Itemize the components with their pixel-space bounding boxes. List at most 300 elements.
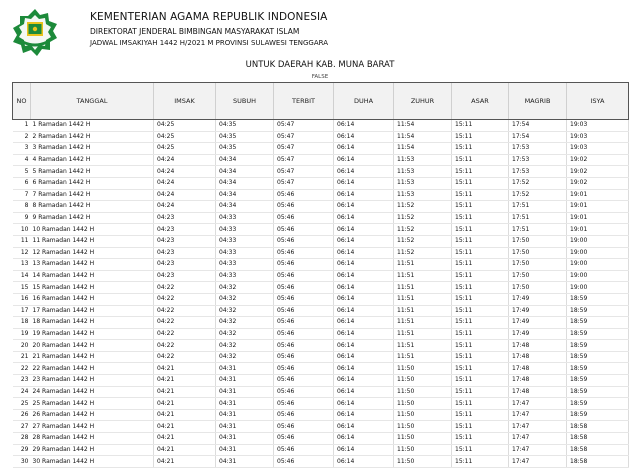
- table-row: [13, 120, 629, 132]
- cell-terbit: 05:46: [274, 212, 334, 224]
- cell-duha: 06:14: [334, 154, 394, 166]
- cell-imsak: 04:24: [154, 154, 216, 166]
- cell-duha: 06:14: [334, 351, 394, 363]
- cell-isya: 19:00: [567, 247, 629, 259]
- schedule-table-container: [12, 82, 628, 465]
- cell-subuh: 04:35: [216, 120, 274, 132]
- cell-tanggal: 25 Ramadan 1442 H: [31, 398, 154, 410]
- cell-imsak: 04:23: [154, 212, 216, 224]
- cell-magrib: 17:47: [509, 456, 567, 468]
- cell-imsak: 04:21: [154, 409, 216, 421]
- header-row: [13, 83, 629, 120]
- cell-isya: 18:59: [567, 351, 629, 363]
- cell-imsak: 04:25: [154, 120, 216, 132]
- column-header-terbit: TERBIT: [274, 83, 334, 120]
- cell-duha: 06:14: [334, 224, 394, 236]
- cell-asar: 15:11: [452, 409, 509, 421]
- cell-tanggal: 10 Ramadan 1442 H: [31, 224, 154, 236]
- cell-isya: 19:01: [567, 201, 629, 213]
- cell-isya: 18:59: [567, 409, 629, 421]
- cell-subuh: 04:31: [216, 444, 274, 456]
- cell-duha: 06:14: [334, 328, 394, 340]
- cell-duha: 06:14: [334, 235, 394, 247]
- cell-asar: 15:11: [452, 166, 509, 178]
- cell-subuh: 04:33: [216, 247, 274, 259]
- cell-zuhur: 11:52: [394, 235, 452, 247]
- cell-isya: 18:59: [567, 293, 629, 305]
- cell-zuhur: 11:52: [394, 201, 452, 213]
- cell-duha: 06:14: [334, 131, 394, 143]
- region-subtitle: UNTUK DAERAH KAB. MUNA BARAT: [245, 60, 395, 70]
- cell-tanggal: 1 Ramadan 1442 H: [31, 120, 154, 132]
- cell-no: 9: [13, 212, 31, 224]
- cell-subuh: 04:31: [216, 375, 274, 387]
- cell-no: 24: [13, 386, 31, 398]
- cell-zuhur: 11:51: [394, 351, 452, 363]
- cell-asar: 15:11: [452, 270, 509, 282]
- cell-subuh: 04:32: [216, 293, 274, 305]
- cell-no: 23: [13, 375, 31, 387]
- cell-terbit: 05:47: [274, 131, 334, 143]
- cell-terbit: 05:46: [274, 433, 334, 445]
- table-row: [13, 456, 629, 468]
- cell-asar: 15:11: [452, 282, 509, 294]
- cell-subuh: 04:31: [216, 433, 274, 445]
- cell-magrib: 17:48: [509, 340, 567, 352]
- column-header-magrib: MAGRIB: [509, 83, 567, 120]
- cell-imsak: 04:21: [154, 433, 216, 445]
- cell-magrib: 17:50: [509, 270, 567, 282]
- schedule-body: [13, 120, 629, 468]
- table-row: [13, 386, 629, 398]
- cell-tanggal: 26 Ramadan 1442 H: [31, 409, 154, 421]
- column-header-asar: ASAR: [452, 83, 509, 120]
- table-row: [13, 247, 629, 259]
- column-header-subuh: SUBUH: [216, 83, 274, 120]
- cell-zuhur: 11:50: [394, 433, 452, 445]
- cell-asar: 15:11: [452, 201, 509, 213]
- table-row: [13, 177, 629, 189]
- cell-duha: 06:14: [334, 212, 394, 224]
- cell-tanggal: 15 Ramadan 1442 H: [31, 282, 154, 294]
- cell-no: 8: [13, 201, 31, 213]
- cell-isya: 19:00: [567, 259, 629, 271]
- cell-asar: 15:11: [452, 293, 509, 305]
- cell-zuhur: 11:51: [394, 328, 452, 340]
- table-row: [13, 201, 629, 213]
- cell-tanggal: 6 Ramadan 1442 H: [31, 177, 154, 189]
- cell-asar: 15:11: [452, 305, 509, 317]
- cell-duha: 06:14: [334, 317, 394, 329]
- cell-zuhur: 11:53: [394, 166, 452, 178]
- cell-tanggal: 9 Ramadan 1442 H: [31, 212, 154, 224]
- table-row: [13, 444, 629, 456]
- cell-terbit: 05:46: [274, 282, 334, 294]
- table-row: [13, 143, 629, 155]
- cell-terbit: 05:46: [274, 259, 334, 271]
- column-header-duha: DUHA: [334, 83, 394, 120]
- cell-subuh: 04:34: [216, 201, 274, 213]
- cell-magrib: 17:49: [509, 305, 567, 317]
- cell-zuhur: 11:51: [394, 293, 452, 305]
- cell-tanggal: 18 Ramadan 1442 H: [31, 317, 154, 329]
- cell-asar: 15:11: [452, 177, 509, 189]
- table-row: [13, 375, 629, 387]
- cell-asar: 15:11: [452, 421, 509, 433]
- cell-magrib: 17:48: [509, 363, 567, 375]
- cell-terbit: 05:46: [274, 270, 334, 282]
- cell-magrib: 17:49: [509, 328, 567, 340]
- cell-isya: 19:03: [567, 120, 629, 132]
- cell-magrib: 17:48: [509, 351, 567, 363]
- cell-no: 5: [13, 166, 31, 178]
- cell-tanggal: 5 Ramadan 1442 H: [31, 166, 154, 178]
- cell-magrib: 17:48: [509, 375, 567, 387]
- cell-magrib: 17:53: [509, 166, 567, 178]
- cell-isya: 18:58: [567, 421, 629, 433]
- cell-tanggal: 4 Ramadan 1442 H: [31, 154, 154, 166]
- cell-duha: 06:14: [334, 293, 394, 305]
- cell-terbit: 05:47: [274, 154, 334, 166]
- cell-duha: 06:14: [334, 177, 394, 189]
- cell-subuh: 04:32: [216, 351, 274, 363]
- cell-asar: 15:11: [452, 328, 509, 340]
- cell-subuh: 04:33: [216, 212, 274, 224]
- cell-terbit: 05:46: [274, 409, 334, 421]
- ministry-name: KEMENTERIAN AGAMA REPUBLIK INDONESIA: [90, 11, 328, 23]
- cell-duha: 06:14: [334, 421, 394, 433]
- cell-subuh: 04:34: [216, 177, 274, 189]
- cell-terbit: 05:46: [274, 340, 334, 352]
- cell-tanggal: 22 Ramadan 1442 H: [31, 363, 154, 375]
- cell-duha: 06:14: [334, 120, 394, 132]
- cell-subuh: 04:31: [216, 363, 274, 375]
- cell-zuhur: 11:50: [394, 444, 452, 456]
- cell-imsak: 04:24: [154, 201, 216, 213]
- table-row: [13, 340, 629, 352]
- cell-duha: 06:14: [334, 189, 394, 201]
- cell-zuhur: 11:54: [394, 120, 452, 132]
- cell-duha: 06:14: [334, 143, 394, 155]
- flag-text: FALSE: [311, 74, 329, 80]
- cell-no: 15: [13, 282, 31, 294]
- cell-tanggal: 23 Ramadan 1442 H: [31, 375, 154, 387]
- cell-imsak: 04:22: [154, 305, 216, 317]
- cell-tanggal: 20 Ramadan 1442 H: [31, 340, 154, 352]
- cell-asar: 15:11: [452, 189, 509, 201]
- cell-isya: 19:02: [567, 166, 629, 178]
- cell-duha: 06:14: [334, 433, 394, 445]
- cell-imsak: 04:21: [154, 398, 216, 410]
- cell-duha: 06:14: [334, 305, 394, 317]
- cell-subuh: 04:31: [216, 386, 274, 398]
- cell-asar: 15:11: [452, 154, 509, 166]
- cell-tanggal: 12 Ramadan 1442 H: [31, 247, 154, 259]
- cell-imsak: 04:23: [154, 235, 216, 247]
- cell-imsak: 04:21: [154, 363, 216, 375]
- cell-subuh: 04:35: [216, 143, 274, 155]
- cell-duha: 06:14: [334, 270, 394, 282]
- cell-no: 17: [13, 305, 31, 317]
- column-header-imsak: IMSAK: [154, 83, 216, 120]
- cell-isya: 18:59: [567, 375, 629, 387]
- table-row: [13, 282, 629, 294]
- cell-duha: 06:14: [334, 282, 394, 294]
- cell-asar: 15:11: [452, 247, 509, 259]
- cell-duha: 06:14: [334, 375, 394, 387]
- table-row: [13, 166, 629, 178]
- cell-magrib: 17:53: [509, 154, 567, 166]
- cell-no: 6: [13, 177, 31, 189]
- cell-imsak: 04:25: [154, 131, 216, 143]
- cell-tanggal: 13 Ramadan 1442 H: [31, 259, 154, 271]
- cell-asar: 15:11: [452, 363, 509, 375]
- cell-asar: 15:11: [452, 351, 509, 363]
- table-row: [13, 259, 629, 271]
- cell-imsak: 04:21: [154, 375, 216, 387]
- cell-no: 30: [13, 456, 31, 468]
- cell-subuh: 04:33: [216, 235, 274, 247]
- table-row: [13, 235, 629, 247]
- cell-duha: 06:14: [334, 409, 394, 421]
- cell-magrib: 17:54: [509, 131, 567, 143]
- cell-subuh: 04:35: [216, 131, 274, 143]
- cell-tanggal: 19 Ramadan 1442 H: [31, 328, 154, 340]
- cell-isya: 18:59: [567, 328, 629, 340]
- cell-asar: 15:11: [452, 235, 509, 247]
- table-row: [13, 328, 629, 340]
- cell-no: 4: [13, 154, 31, 166]
- cell-magrib: 17:48: [509, 386, 567, 398]
- cell-imsak: 04:21: [154, 456, 216, 468]
- table-row: [13, 433, 629, 445]
- cell-isya: 19:03: [567, 143, 629, 155]
- cell-no: 2: [13, 131, 31, 143]
- cell-isya: 19:00: [567, 282, 629, 294]
- cell-zuhur: 11:52: [394, 224, 452, 236]
- cell-isya: 19:01: [567, 189, 629, 201]
- cell-terbit: 05:46: [274, 317, 334, 329]
- cell-zuhur: 11:53: [394, 177, 452, 189]
- cell-no: 18: [13, 317, 31, 329]
- table-row: [13, 409, 629, 421]
- cell-magrib: 17:49: [509, 317, 567, 329]
- cell-asar: 15:11: [452, 259, 509, 271]
- cell-subuh: 04:32: [216, 282, 274, 294]
- cell-subuh: 04:31: [216, 409, 274, 421]
- table-row: [13, 224, 629, 236]
- cell-imsak: 04:22: [154, 340, 216, 352]
- cell-terbit: 05:46: [274, 351, 334, 363]
- cell-isya: 18:59: [567, 317, 629, 329]
- cell-magrib: 17:47: [509, 421, 567, 433]
- cell-asar: 15:11: [452, 386, 509, 398]
- cell-isya: 18:58: [567, 433, 629, 445]
- cell-isya: 18:59: [567, 340, 629, 352]
- cell-tanggal: 24 Ramadan 1442 H: [31, 386, 154, 398]
- cell-duha: 06:14: [334, 363, 394, 375]
- cell-no: 28: [13, 433, 31, 445]
- cell-no: 27: [13, 421, 31, 433]
- cell-tanggal: 29 Ramadan 1442 H: [31, 444, 154, 456]
- cell-no: 22: [13, 363, 31, 375]
- cell-no: 10: [13, 224, 31, 236]
- cell-imsak: 04:23: [154, 247, 216, 259]
- cell-tanggal: 17 Ramadan 1442 H: [31, 305, 154, 317]
- cell-magrib: 17:54: [509, 120, 567, 132]
- column-header-isya: ISYA: [567, 83, 629, 120]
- cell-terbit: 05:47: [274, 166, 334, 178]
- cell-imsak: 04:23: [154, 270, 216, 282]
- cell-terbit: 05:46: [274, 247, 334, 259]
- cell-zuhur: 11:54: [394, 143, 452, 155]
- table-row: [13, 398, 629, 410]
- cell-imsak: 04:22: [154, 317, 216, 329]
- cell-duha: 06:14: [334, 247, 394, 259]
- cell-isya: 19:03: [567, 131, 629, 143]
- cell-magrib: 17:50: [509, 259, 567, 271]
- cell-zuhur: 11:54: [394, 131, 452, 143]
- cell-isya: 19:02: [567, 154, 629, 166]
- cell-no: 21: [13, 351, 31, 363]
- cell-duha: 06:14: [334, 456, 394, 468]
- cell-subuh: 04:32: [216, 317, 274, 329]
- cell-duha: 06:14: [334, 340, 394, 352]
- cell-magrib: 17:51: [509, 224, 567, 236]
- cell-terbit: 05:46: [274, 201, 334, 213]
- cell-no: 13: [13, 259, 31, 271]
- cell-imsak: 04:23: [154, 224, 216, 236]
- cell-tanggal: 2 Ramadan 1442 H: [31, 131, 154, 143]
- cell-subuh: 04:34: [216, 166, 274, 178]
- cell-imsak: 04:22: [154, 351, 216, 363]
- cell-terbit: 05:47: [274, 120, 334, 132]
- schedule-table: [12, 82, 629, 468]
- table-row: [13, 293, 629, 305]
- cell-magrib: 17:49: [509, 293, 567, 305]
- cell-isya: 19:01: [567, 212, 629, 224]
- cell-tanggal: 11 Ramadan 1442 H: [31, 235, 154, 247]
- cell-isya: 19:01: [567, 224, 629, 236]
- cell-duha: 06:14: [334, 259, 394, 271]
- cell-asar: 15:11: [452, 375, 509, 387]
- cell-imsak: 04:24: [154, 166, 216, 178]
- cell-subuh: 04:32: [216, 340, 274, 352]
- cell-subuh: 04:31: [216, 421, 274, 433]
- cell-no: 1: [13, 120, 31, 132]
- cell-subuh: 04:31: [216, 456, 274, 468]
- cell-duha: 06:14: [334, 444, 394, 456]
- cell-zuhur: 11:50: [394, 386, 452, 398]
- cell-asar: 15:11: [452, 131, 509, 143]
- cell-no: 12: [13, 247, 31, 259]
- cell-zuhur: 11:51: [394, 340, 452, 352]
- cell-subuh: 04:34: [216, 154, 274, 166]
- column-header-tanggal: TANGGAL: [31, 83, 154, 120]
- cell-magrib: 17:50: [509, 235, 567, 247]
- cell-subuh: 04:33: [216, 224, 274, 236]
- cell-magrib: 17:47: [509, 398, 567, 410]
- cell-magrib: 17:50: [509, 282, 567, 294]
- cell-zuhur: 11:51: [394, 282, 452, 294]
- cell-duha: 06:14: [334, 201, 394, 213]
- cell-terbit: 05:46: [274, 398, 334, 410]
- schedule-title: JADWAL IMSAKIYAH 1442 H/2021 M PROVINSI SULAWESI TENGGARA: [90, 39, 329, 47]
- table-row: [13, 351, 629, 363]
- cell-zuhur: 11:50: [394, 421, 452, 433]
- cell-magrib: 17:51: [509, 201, 567, 213]
- cell-zuhur: 11:51: [394, 305, 452, 317]
- cell-duha: 06:14: [334, 398, 394, 410]
- cell-imsak: 04:22: [154, 293, 216, 305]
- cell-zuhur: 11:50: [394, 456, 452, 468]
- cell-terbit: 05:46: [274, 421, 334, 433]
- cell-imsak: 04:21: [154, 421, 216, 433]
- cell-asar: 15:11: [452, 398, 509, 410]
- cell-imsak: 04:24: [154, 177, 216, 189]
- table-row: [13, 305, 629, 317]
- column-header-no: NO: [13, 83, 31, 120]
- cell-subuh: 04:33: [216, 270, 274, 282]
- cell-asar: 15:11: [452, 444, 509, 456]
- cell-no: 11: [13, 235, 31, 247]
- cell-magrib: 17:52: [509, 189, 567, 201]
- cell-zuhur: 11:50: [394, 398, 452, 410]
- cell-duha: 06:14: [334, 386, 394, 398]
- cell-terbit: 05:46: [274, 363, 334, 375]
- cell-tanggal: 8 Ramadan 1442 H: [31, 201, 154, 213]
- column-header-zuhur: ZUHUR: [394, 83, 452, 120]
- cell-no: 7: [13, 189, 31, 201]
- cell-asar: 15:11: [452, 212, 509, 224]
- cell-isya: 19:00: [567, 270, 629, 282]
- cell-terbit: 05:46: [274, 189, 334, 201]
- cell-magrib: 17:47: [509, 433, 567, 445]
- cell-no: 25: [13, 398, 31, 410]
- cell-no: 29: [13, 444, 31, 456]
- cell-imsak: 04:24: [154, 189, 216, 201]
- cell-tanggal: 21 Ramadan 1442 H: [31, 351, 154, 363]
- cell-no: 20: [13, 340, 31, 352]
- table-row: [13, 189, 629, 201]
- cell-tanggal: 27 Ramadan 1442 H: [31, 421, 154, 433]
- cell-terbit: 05:46: [274, 386, 334, 398]
- cell-terbit: 05:47: [274, 143, 334, 155]
- cell-magrib: 17:47: [509, 409, 567, 421]
- cell-tanggal: 30 Ramadan 1442 H: [31, 456, 154, 468]
- cell-terbit: 05:46: [274, 456, 334, 468]
- cell-isya: 18:59: [567, 305, 629, 317]
- cell-subuh: 04:32: [216, 328, 274, 340]
- cell-terbit: 05:46: [274, 293, 334, 305]
- cell-zuhur: 11:50: [394, 363, 452, 375]
- cell-zuhur: 11:52: [394, 212, 452, 224]
- cell-asar: 15:11: [452, 143, 509, 155]
- cell-subuh: 04:33: [216, 259, 274, 271]
- cell-zuhur: 11:52: [394, 247, 452, 259]
- cell-magrib: 17:50: [509, 247, 567, 259]
- cell-tanggal: 14 Ramadan 1442 H: [31, 270, 154, 282]
- cell-terbit: 05:46: [274, 305, 334, 317]
- cell-magrib: 17:51: [509, 212, 567, 224]
- table-row: [13, 317, 629, 329]
- cell-magrib: 17:52: [509, 177, 567, 189]
- cell-asar: 15:11: [452, 433, 509, 445]
- cell-no: 26: [13, 409, 31, 421]
- cell-zuhur: 11:51: [394, 270, 452, 282]
- cell-imsak: 04:21: [154, 386, 216, 398]
- cell-asar: 15:11: [452, 456, 509, 468]
